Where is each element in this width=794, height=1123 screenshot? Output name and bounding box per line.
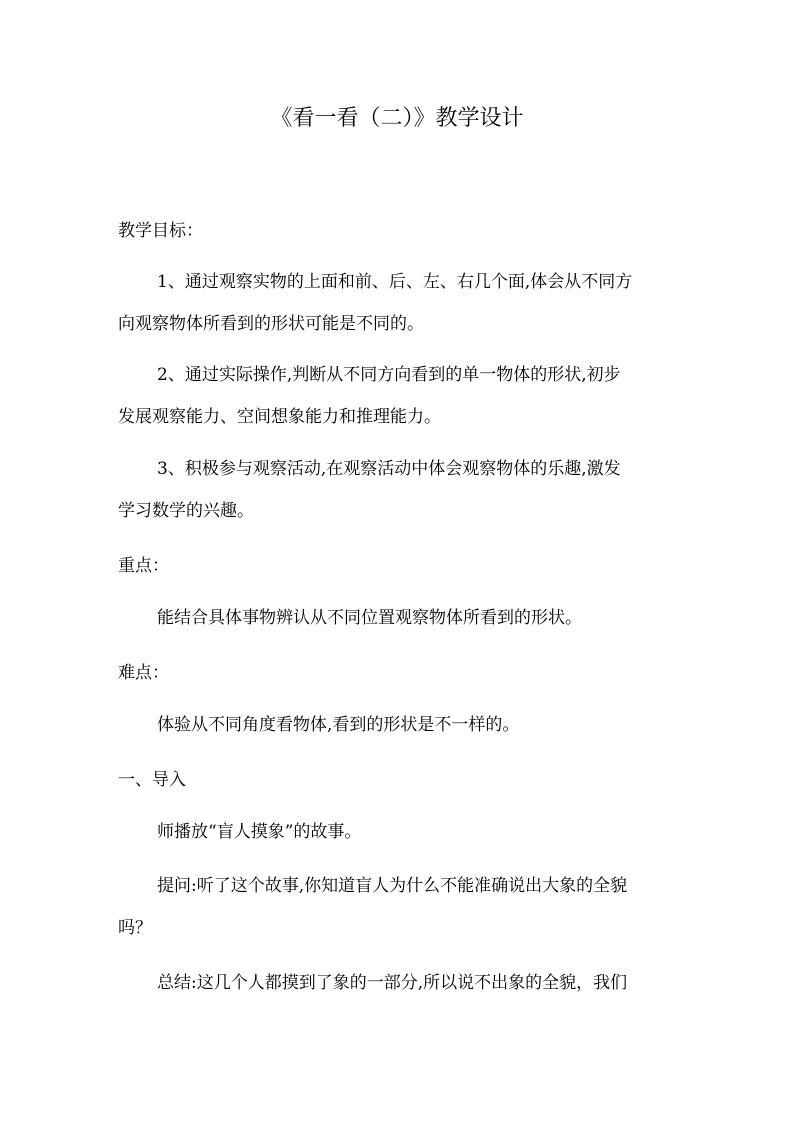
key-point-heading: 重点：	[118, 556, 169, 576]
key-point-text: 能结合具体事物辨认从不同位置观察物体所看到的形状。	[157, 608, 582, 628]
goal-2-line-1: 2、通过实际操作,判断从不同方向看到的单一物体的形状,初步	[157, 365, 621, 385]
goals-heading: 教学目标：	[118, 221, 203, 241]
goal-1-line-2: 向观察物体所看到的形状可能是不同的。	[118, 314, 424, 334]
question-line-1: 提问:听了这个故事,你知道盲人为什么不能准确说出大象的全貌	[157, 876, 628, 896]
goal-3-line-1: 3、积极参与观察活动,在观察活动中体会观察物体的乐趣,激发	[157, 459, 621, 479]
goal-1-line-1: 1、通过观察实物的上面和前、后、左、右几个面,体会从不同方	[157, 272, 633, 292]
section-1-heading: 一、导入	[118, 770, 186, 790]
summary-line-1: 总结:这几个人都摸到了象的一部分,所以说不出象的全貌，我们	[157, 973, 628, 993]
difficulty-heading: 难点：	[118, 663, 169, 683]
goal-3-line-2: 学习数学的兴趣。	[118, 501, 254, 521]
difficulty-text: 体验从不同角度看物体,看到的形状是不一样的。	[157, 715, 520, 735]
goal-2-line-2: 发展观察能力、空间想象能力和推理能力。	[118, 407, 441, 427]
intro-text: 师播放“盲人摸象”的故事。	[157, 822, 362, 842]
question-line-2: 吗？	[118, 918, 152, 938]
document-title: 《看一看（二）》教学设计	[270, 106, 524, 131]
